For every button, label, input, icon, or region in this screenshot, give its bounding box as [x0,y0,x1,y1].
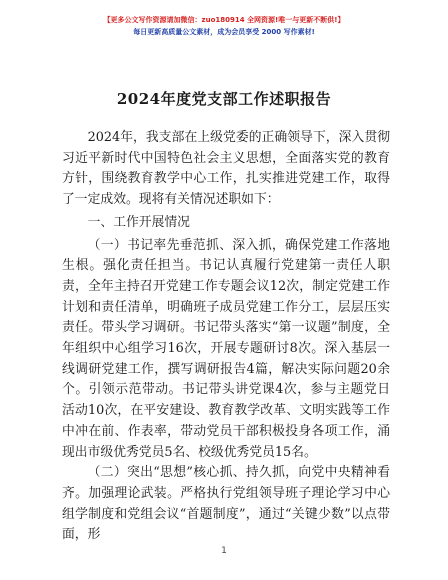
intro-paragraph: 2024年，我支部在上级党委的正确领导下，深入贯彻习近平新时代中国特色社会主义思想，全面落实党的教育方针，围绕教育教学中心工作，扎实推进党建工作，取得了一定成效。现将有关情况述职如下： [62,130,390,208]
body-paragraph: （一）书记率先垂范抓、深入抓，确保党建工作落地生根。强化责任担当。书记认真履行党建第一责任人职责，全年主持召开党建工作专题会议12次，制定党建工作计划和责任清单，明确班子成员党建工作分工，层层压实责任。带头学习调研。书记带头落实“第一议题”制度，全年组织中心组学习16次，开展专题研讨8次。深入基层一线调研党建工作，撰写调研报告4篇，解决实际问题20余个。引领示范带动。书记带头讲党课4次，参与主题党日活动10次，在平安建设、教育教学改革、文明实践等工作中冲在前、作表率，带动党员干部积极投身各项工作，涌现出市级优秀党员5名、校级优秀党员15名。 [62,237,390,460]
promo-banner-line2: 每日更新高质量公文素材，成为会员享受 2000 写作素材! [133,28,315,36]
document-body [62,128,390,546]
section-heading: 一、工作开展情况 [87,214,190,230]
page-number: 1 [221,546,227,556]
document-title: 2024年度党支部工作述职报告 [116,90,332,108]
promo-banner-line1: 【更多公文写作资源请加微信：zuo180914 全网资源!唯一与更新不断供!】 [103,16,345,24]
body-paragraph: （二）突出“思想”核心抓、持久抓，向党中央精神看齐。加强理论武装。严格执行党组领导班子理论学习中心组学制度和党组会议“首题制度”，通过“关键少数”以点带面，形 [62,465,390,543]
